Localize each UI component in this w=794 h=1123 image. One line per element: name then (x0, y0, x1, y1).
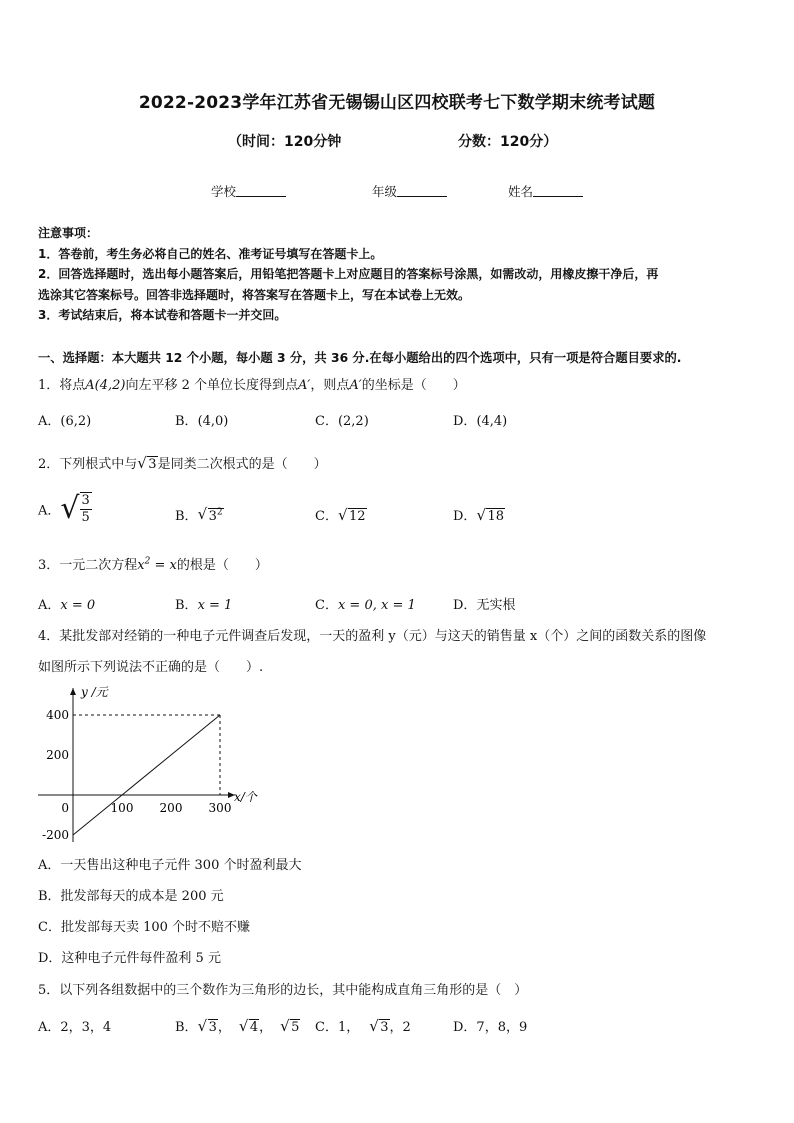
q2-option-b[interactable] (175, 505, 224, 524)
q3-text: 的根是（ ） (176, 558, 268, 573)
school-field[interactable] (211, 182, 286, 200)
q1-text: 向左平移 2 个单位长度得到点 (125, 378, 299, 393)
notes-heading: 注意事项： (38, 226, 99, 240)
sqrt-sign: √ (60, 491, 80, 526)
school-blank[interactable] (236, 184, 286, 197)
fraction-denominator: 5 (81, 510, 90, 525)
radicand-exponent: 2 (216, 507, 223, 518)
radicand-base: 3 (208, 509, 217, 524)
grade-blank[interactable] (397, 184, 447, 197)
note-item: 2．回答选择题时，选出每小题答案后，用铅笔把答题卡上对应题目的答案标号涂黑，如需改动，用橡皮擦干净后，再 (38, 267, 659, 281)
origin-label: 0 (61, 800, 69, 815)
q3-option-b[interactable] (175, 594, 232, 613)
sqrt-fraction (80, 492, 92, 526)
school-label: 学校 (211, 184, 237, 199)
y-axis-label: y /元 (81, 685, 108, 699)
option-label: B． (175, 509, 198, 524)
q4-option-d[interactable]: D．这种电子元件每件盈利 5 元 (38, 951, 221, 966)
option-label: D． (453, 414, 477, 429)
profit-line (73, 715, 220, 835)
q1-text: ，则点 (310, 378, 350, 393)
option-value: (6,2) (60, 414, 92, 429)
sqrt-expression: √ 12 (337, 506, 366, 524)
option-value: x = 0 (60, 598, 96, 613)
option-value: (4,0) (197, 414, 229, 429)
option-label: B． (175, 598, 198, 613)
fraction-numerator: 3 (81, 493, 90, 508)
option-label: C． (315, 509, 338, 524)
option-label: D． (453, 598, 477, 613)
notes-block (38, 223, 760, 326)
sqrt-expression: √ $3^2$ (197, 504, 223, 524)
q3-equation (137, 558, 177, 573)
question-2 (38, 453, 327, 472)
y-tick-label: 200 (46, 748, 69, 762)
option-label: C．1， (315, 1020, 360, 1035)
option-label: B． (175, 1020, 198, 1035)
question-1 (38, 374, 466, 393)
q3-option-a[interactable] (38, 594, 95, 613)
option-label: D． (453, 509, 477, 524)
q1-point-prime: A′ (349, 378, 362, 393)
option-value: (4,4) (476, 414, 508, 429)
q2-option-d[interactable] (453, 505, 505, 524)
q1-option-d[interactable] (453, 410, 507, 429)
x-tick-label: 100 (110, 800, 134, 815)
separator: ， (217, 1020, 231, 1035)
q4-option-c[interactable]: C．批发部每天卖 100 个时不赔不赚 (38, 920, 251, 935)
eq-rest: = x (150, 558, 177, 573)
option-label: B． (175, 414, 198, 429)
note-item: 选涂其它答案标号。回答非选择题时，将答案写在答题卡上，写在本试卷上无效。 (38, 287, 471, 302)
option-value: (2,2) (337, 414, 369, 429)
radicand: 18 (487, 509, 504, 524)
option-value: ，2 (389, 1020, 411, 1035)
q4-option-a[interactable]: A．一天售出这种电子元件 300 个时盈利最大 (38, 858, 302, 873)
exam-time: （时间：120分钟 (228, 134, 342, 150)
sqrt-expression: √ 18 (476, 506, 504, 524)
q5-option-b[interactable] (175, 1016, 300, 1035)
q1-option-b[interactable] (175, 410, 228, 429)
y-axis-arrow (70, 688, 76, 695)
sqrt-expression: √ 3 (197, 1017, 217, 1035)
separator: ， (259, 1020, 273, 1035)
section-heading: 一、选择题：本大题共 12 个小题，每小题 3 分，共 36 分.在每小题给出的四个选项中，只有一项是符合题目要求的. (38, 351, 682, 365)
option-label: A． (38, 503, 61, 519)
option-label: C． (315, 598, 338, 613)
y-tick-label: -200 (42, 828, 69, 842)
radicand: 3 (148, 457, 157, 472)
eq-exponent: 2 (144, 556, 151, 567)
radicand: 4 (249, 1020, 259, 1035)
question-4-line2: 如图所示下列说法不正确的是（ ）. (38, 660, 264, 675)
option-label: A． (38, 598, 61, 613)
profit-chart (30, 682, 270, 847)
question-3 (38, 554, 268, 573)
q1-option-c[interactable] (315, 410, 369, 429)
q2-text: 是同类二次根式的是（ ） (157, 457, 327, 472)
q1-option-a[interactable] (38, 410, 91, 429)
option-value: x = 1 (197, 598, 233, 613)
q2-option-c[interactable] (315, 505, 367, 524)
note-item: 3．考试结束后，将本试卷和答题卡一并交回。 (38, 308, 287, 322)
radicand: 5 (291, 1020, 300, 1035)
q1-point: A(4,2) (85, 378, 126, 393)
name-blank[interactable] (533, 184, 583, 197)
option-value: 无实根 (476, 598, 516, 613)
question-4-line1: 4．某批发部对经销的一种电子元件调查后发现，一天的盈利 y（元）与这天的销售量 x（个）之间的函数关系的图像 (38, 629, 707, 644)
sqrt-expression: √ 3 (137, 454, 157, 472)
exam-score: 分数：120分） (458, 134, 558, 150)
q3-option-c[interactable] (315, 594, 416, 613)
q3-text: 3．一元二次方程 (38, 558, 138, 573)
name-label: 姓名 (508, 184, 534, 199)
sqrt-expression: √ 3 (369, 1017, 389, 1035)
sqrt-expression: √ 5 (280, 1017, 300, 1035)
eq-base: x (137, 558, 145, 573)
grade-field[interactable] (372, 182, 447, 200)
q1-text: 1．将点 (38, 378, 86, 393)
q5-option-a[interactable]: A．2，3，4 (38, 1020, 112, 1035)
q2-text: 2．下列根式中与 (38, 457, 138, 472)
grade-label: 年级 (372, 184, 398, 199)
radicand: 3 (380, 1020, 389, 1035)
x-tick-label: 300 (208, 800, 232, 815)
x-axis-label: x/个 (234, 790, 257, 804)
q1-point-prime: A′ (298, 378, 311, 393)
q2-option-a[interactable] (38, 492, 92, 526)
y-tick-label: 400 (46, 708, 69, 722)
x-tick-label: 200 (159, 800, 183, 815)
radicand: 12 (348, 509, 366, 524)
sqrt-expression: √ 4 (238, 1017, 259, 1035)
q4-option-b[interactable]: B．批发部每天的成本是 200 元 (38, 889, 224, 904)
page-title: 2022-2023学年江苏省无锡锡山区四校联考七下数学期末统考试题 (138, 93, 656, 113)
option-label: A． (38, 414, 61, 429)
q5-option-d[interactable]: D．7，8，9 (453, 1020, 528, 1035)
option-label: C． (315, 414, 338, 429)
radicand: 3 (208, 1020, 217, 1035)
radicand (208, 508, 224, 524)
option-value: x = 0, x = 1 (337, 598, 416, 613)
q1-text: 的坐标是（ ） (361, 378, 466, 393)
question-5: 5．以下列各组数据中的三个数作为三角形的边长，其中能构成直角三角形的是（ ） (38, 983, 528, 998)
note-item: 1．答卷前，考生务必将自己的姓名、准考证号填写在答题卡上。 (38, 246, 383, 261)
name-field[interactable] (508, 182, 583, 200)
q5-option-c[interactable] (315, 1016, 411, 1035)
q3-option-d[interactable] (453, 594, 515, 613)
